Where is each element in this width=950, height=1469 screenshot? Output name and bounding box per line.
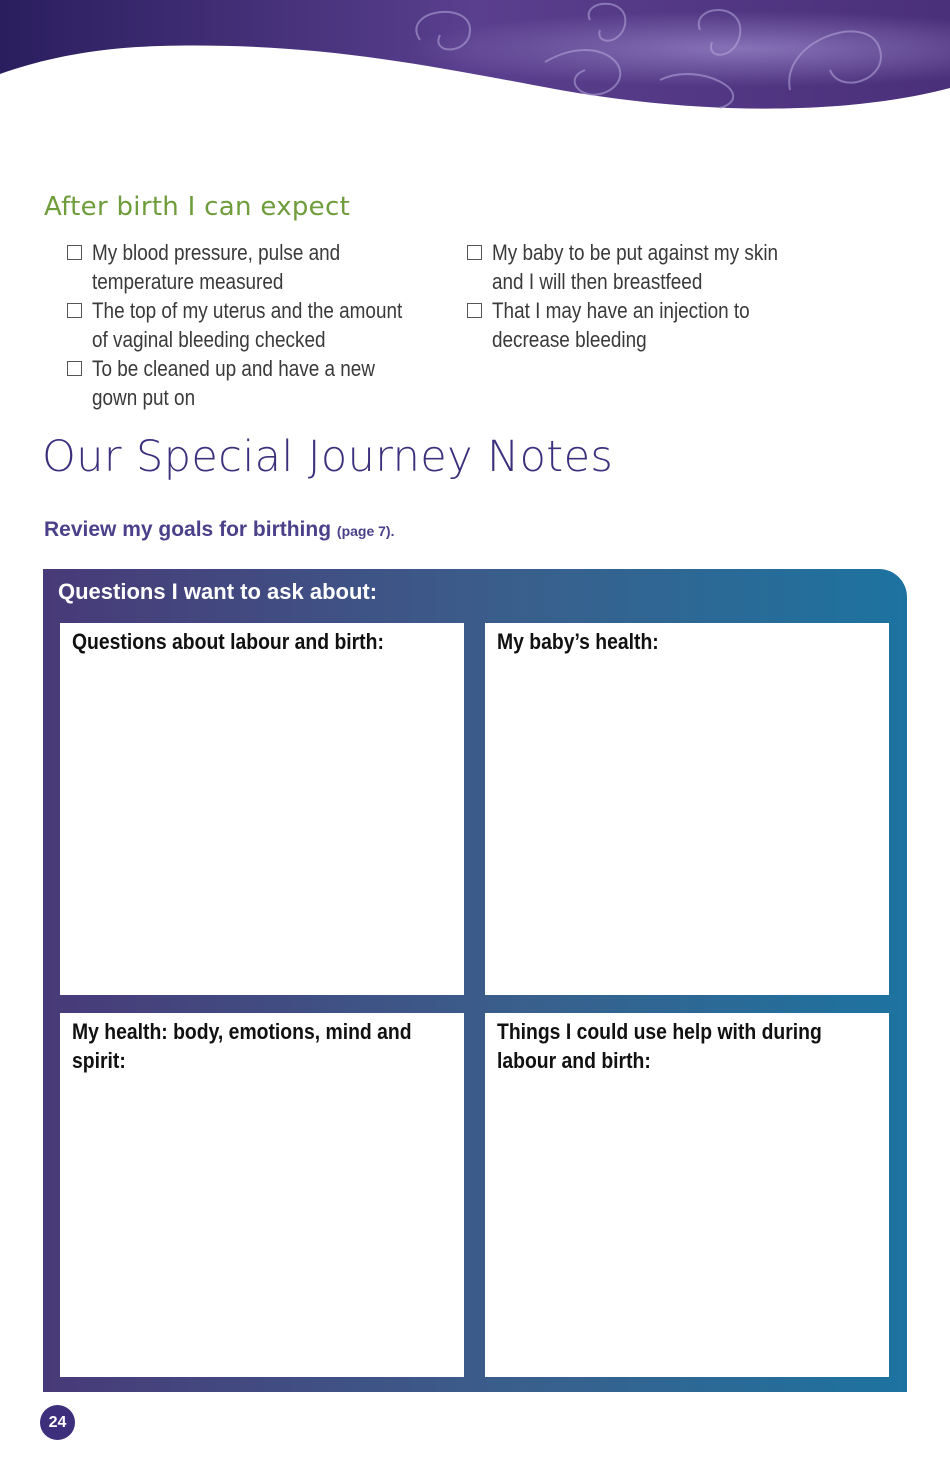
notes-box-label: My baby’s health: [497,629,659,654]
review-goals-text [44,518,394,542]
after-birth-heading: After birth I can expect [44,192,351,222]
checklist-item [67,296,427,354]
notes-box-label: My health: body, emotions, mind and spirit: [72,1019,412,1073]
checkbox[interactable] [467,245,482,260]
checkbox[interactable] [67,303,82,318]
checklist-item [67,238,427,296]
notes-box-help[interactable] [485,1013,889,1377]
checklist-item-text: My blood pressure, pulse and temperature measured [92,240,341,294]
checklist-item [67,354,427,412]
checklist-item [467,296,827,354]
after-birth-checklist-right [467,238,827,354]
checkbox[interactable] [467,303,482,318]
checklist-item-text: To be cleaned up and have a new gown put on [92,356,375,410]
questions-heading: Questions I want to ask about: [58,579,378,604]
review-period: . [390,523,395,539]
header-banner [0,0,950,120]
page-number-badge: 24 [40,1405,75,1440]
page-title: Our Special Journey Notes [42,432,614,482]
after-birth-checklist-left [67,238,427,412]
questions-panel [43,569,907,1392]
notes-box-label: Things I could use help with during labour and birth: [497,1019,822,1073]
page-reference: (page 7) [336,523,391,539]
checklist-item-text: That I may have an injection to decrease bleeding [492,298,750,352]
checkbox[interactable] [67,361,82,376]
notes-box-label: Questions about labour and birth: [72,629,384,654]
review-goals-label: Review my goals for birthing [44,518,332,541]
checklist-item-text: The top of my uterus and the amount of vaginal bleeding checked [92,298,403,352]
notes-box-baby-health[interactable] [485,623,889,995]
checkbox[interactable] [67,245,82,260]
notes-box-my-health[interactable] [60,1013,464,1377]
checklist-item [467,238,827,296]
checklist-item-text: My baby to be put against my skin and I will then breastfeed [492,240,779,294]
notes-box-labour-birth[interactable] [60,623,464,995]
